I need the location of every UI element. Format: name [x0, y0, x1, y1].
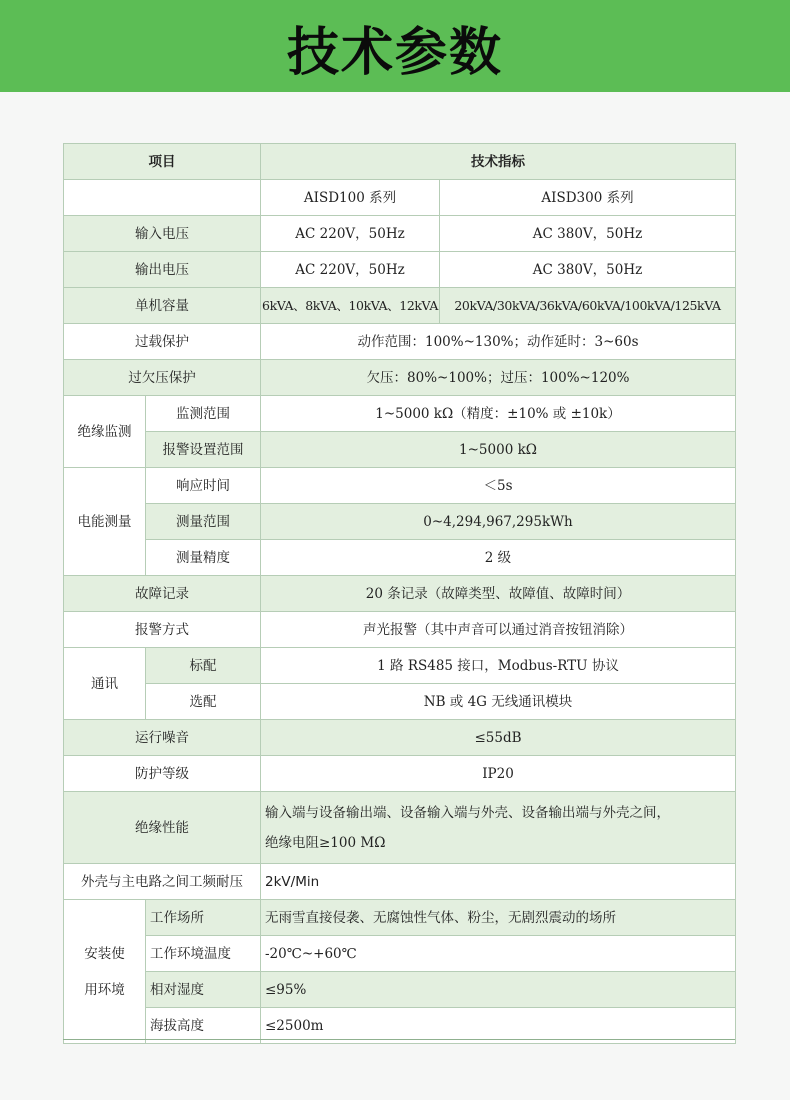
- row-label: 故障记录: [64, 576, 261, 612]
- cell-value: IP20: [261, 756, 736, 792]
- table-row: [64, 972, 736, 1008]
- row-label: 防护等级: [64, 756, 261, 792]
- cell-value: 20kVA/30kVA/36kVA/60kVA/100kVA/125kVA: [440, 288, 736, 324]
- group-label: 通讯: [64, 648, 146, 720]
- cell-value: 1~5000 kΩ（精度：±10% 或 ±10k）: [261, 396, 736, 432]
- table-row: [64, 576, 736, 612]
- group-label-line: 用环境: [84, 981, 125, 998]
- row-label: 绝缘性能: [64, 792, 261, 864]
- sub-label: 测量范围: [146, 504, 261, 540]
- table-row: [64, 684, 736, 720]
- table-row: [64, 864, 736, 900]
- table-row: [64, 252, 736, 288]
- cell-value: [261, 792, 736, 864]
- cell-value: 2 级: [261, 540, 736, 576]
- cell-value: ≤55dB: [261, 720, 736, 756]
- group-label: [64, 900, 146, 1044]
- sub-label: 相对湿度: [146, 972, 261, 1008]
- cell-value: 0~4,294,967,295kWh: [261, 504, 736, 540]
- cell-value: ≤95%: [261, 972, 736, 1008]
- sub-label: 监测范围: [146, 396, 261, 432]
- table-row: [64, 648, 736, 684]
- sub-label: 选配: [146, 684, 261, 720]
- cell-value: 无雨雪直接侵袭、无腐蚀性气体、粉尘，无剧烈震动的场所: [261, 900, 736, 936]
- row-label: 报警方式: [64, 612, 261, 648]
- cell-value: AC 220V，50Hz: [261, 216, 440, 252]
- group-label-line: 安装使: [84, 945, 125, 962]
- row-label: 运行噪音: [64, 720, 261, 756]
- cell-value: 20 条记录（故障类型、故障值、故障时间）: [261, 576, 736, 612]
- cell-value: 2kV/Min: [261, 864, 736, 900]
- table-row: [64, 396, 736, 432]
- cell-value: ≤2500m: [261, 1008, 736, 1044]
- table-row: [64, 324, 736, 360]
- table-row: [64, 288, 736, 324]
- table-row: [64, 432, 736, 468]
- sub-label: 海拔高度: [146, 1008, 261, 1044]
- page-title: 技术参数: [286, 23, 503, 83]
- header-item: 项目: [64, 144, 261, 180]
- table-row: [64, 612, 736, 648]
- row-label: 输入电压: [64, 216, 261, 252]
- group-label: 绝缘监测: [64, 396, 146, 468]
- table-bottom-rule: [63, 1039, 735, 1040]
- table-row: [64, 468, 736, 504]
- table-row: [64, 720, 736, 756]
- title-banner: [0, 0, 790, 92]
- cell-value-line: 输入端与设备输出端、设备输入端与外壳、设备输出端与外壳之间，: [265, 804, 670, 821]
- table-row: [64, 756, 736, 792]
- row-label: 过欠压保护: [64, 360, 261, 396]
- sub-label: 标配: [146, 648, 261, 684]
- row-label: 单机容量: [64, 288, 261, 324]
- cell-value: 1~5000 kΩ: [261, 432, 736, 468]
- row-label: 输出电压: [64, 252, 261, 288]
- cell-value-line: 绝缘电阻≥100 MΩ: [265, 834, 386, 851]
- cell-value: AC 380V，50Hz: [440, 216, 736, 252]
- cell-value: AC 220V，50Hz: [261, 252, 440, 288]
- table-row: [64, 504, 736, 540]
- table-row: [64, 144, 736, 180]
- cell-value: 6kVA、8kVA、10kVA、12kVA: [261, 288, 440, 324]
- table-row: [64, 900, 736, 936]
- cell-value: NB 或 4G 无线通讯模块: [261, 684, 736, 720]
- row-label: 过载保护: [64, 324, 261, 360]
- cell-value: 欠压：80%~100%；过压：100%~120%: [261, 360, 736, 396]
- cell-value: AC 380V，50Hz: [440, 252, 736, 288]
- table-row: [64, 792, 736, 864]
- table-row: [64, 180, 736, 216]
- series-a: AISD100 系列: [261, 180, 440, 216]
- group-label: 电能测量: [64, 468, 146, 576]
- sub-label: 工作场所: [146, 900, 261, 936]
- series-b: AISD300 系列: [440, 180, 736, 216]
- row-label: 外壳与主电路之间工频耐压: [64, 864, 261, 900]
- table-row: [64, 360, 736, 396]
- cell-value: -20℃~+60℃: [261, 936, 736, 972]
- header-spec: 技术指标: [261, 144, 736, 180]
- cell-value: 动作范围：100%~130%；动作延时：3~60s: [261, 324, 736, 360]
- sub-label: 测量精度: [146, 540, 261, 576]
- cell-value: 声光报警（其中声音可以通过消音按钮消除）: [261, 612, 736, 648]
- cell-value: 1 路 RS485 接口，Modbus-RTU 协议: [261, 648, 736, 684]
- sub-label: 工作环境温度: [146, 936, 261, 972]
- table-row: [64, 216, 736, 252]
- cell-value: ＜5s: [261, 468, 736, 504]
- sub-label: 报警设置范围: [146, 432, 261, 468]
- table-row: [64, 936, 736, 972]
- table-row: [64, 540, 736, 576]
- spec-table: [63, 143, 736, 1044]
- sub-label: 响应时间: [146, 468, 261, 504]
